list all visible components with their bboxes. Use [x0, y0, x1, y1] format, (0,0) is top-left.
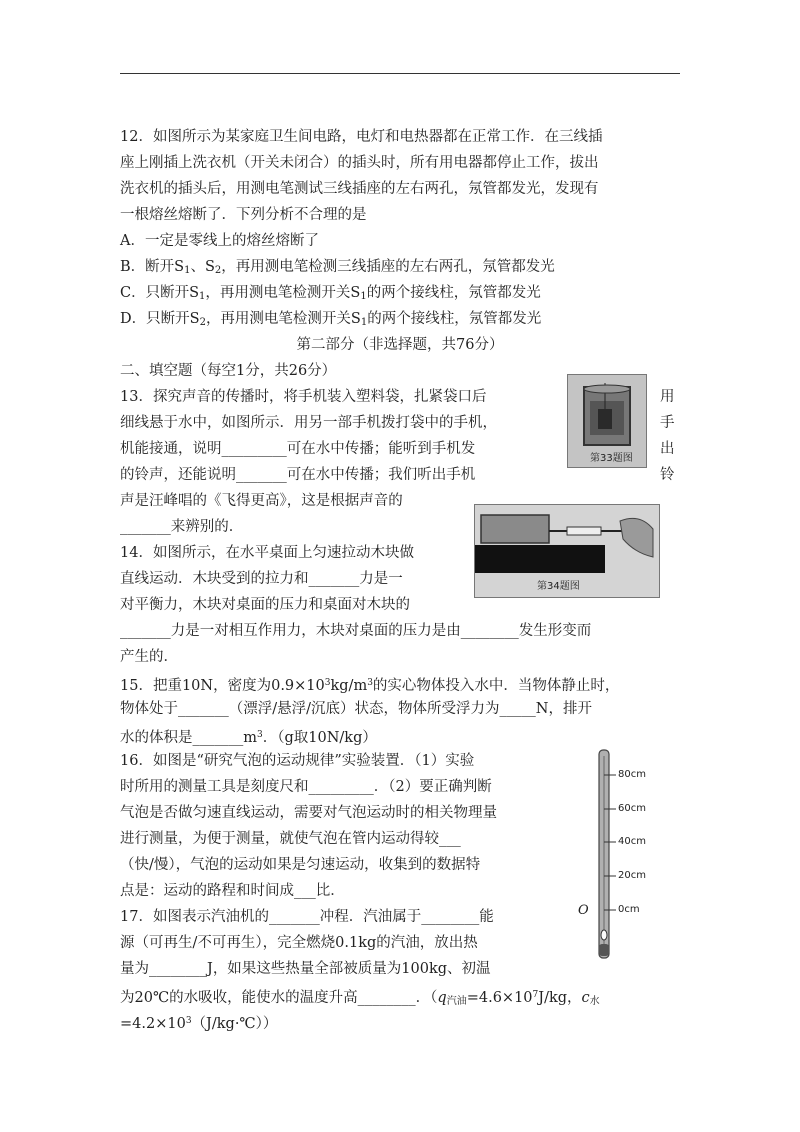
q13-wrap-char-2: 手: [660, 415, 675, 431]
q12-option-d: D．只断开$S_2$，再用测电笔检测开关$S_1$的两个接线柱，氖管都发光: [120, 311, 542, 328]
scale-label-20cm: 20cm: [618, 870, 646, 881]
q16-origin-label: O: [578, 903, 589, 918]
q15-line-2: 物体处于_______（漂浮/悬浮/沉底）状态，物体所受浮力为_____N，排开: [120, 701, 592, 717]
q17-line-2: 源（可再生/不可再生），完全燃烧0.1kg的汽油，放出热: [120, 935, 478, 951]
q12-line-2: 座上刚插上洗衣机（开关未闭合）的插头时，所有用电器都停止工作，拔出: [120, 155, 599, 171]
q12-option-b: B．断开$S_1$、$S_2$，再用测电笔检测三线插座的左右两孔，氖管都发光: [120, 259, 555, 276]
q13-line-4: 的铃声，还能说明_______可在水中传播；我们听出手机: [120, 467, 476, 483]
q13-line-3: 机能接通，说明_________可在水中传播；能听到手机发: [120, 441, 476, 457]
scale-label-60cm: 60cm: [618, 803, 646, 814]
q13-figure-caption: 第33题图: [590, 453, 633, 464]
q12-line-1: 12．如图所示为某家庭卫生间电路，电灯和电热器都在正常工作．在三线插: [120, 129, 603, 145]
q15-line-3: 水的体积是$\_\_\_\_\_\_\_m^3$．（g取10N/kg）: [120, 730, 377, 746]
q12-line-4: 一根熔丝熔断了．下列分析不合理的是: [120, 207, 367, 223]
scale-label-40cm: 40cm: [618, 836, 646, 847]
q16-line-6: 点是：运动的路程和时间成___比．: [120, 883, 345, 899]
q14-line-4: _______力是一对相互作用力，木块对桌面的压力是由________发生形变而: [120, 623, 592, 639]
q13-line-2: 细线悬于水中，如图所示．用另一部手机拨打袋中的手机，: [120, 415, 497, 431]
q16-bubble-tube-figure: [596, 744, 666, 964]
q13-line-5: 声是汪峰唱的《飞得更高》，这是根据声音的: [120, 493, 403, 509]
q16-line-3: 气泡是否做匀速直线运动，需要对气泡运动时的相关物理量: [120, 805, 497, 821]
q14-line-2: 直线运动．木块受到的拉力和_______力是一: [120, 571, 403, 587]
q16-line-5: （快/慢），气泡的运动如果是匀速运动，收集到的数据特: [120, 857, 481, 873]
q16-line-1: 16．如图是“研究气泡的运动规律”实验装置．（1）实验: [120, 753, 475, 769]
q12-option-c: C．只断开$S_1$，再用测电笔检测开关$S_1$的两个接线柱，氖管都发光: [120, 285, 541, 302]
q16-line-2: 时所用的测量工具是刻度尺和_________．（2）要正确判断: [120, 779, 492, 795]
q13-line-6: _______来辨别的．: [120, 519, 244, 535]
q17-line-1: 17．如图表示汽油机的_______冲程．汽油属于________能: [120, 909, 494, 925]
header-rule: [120, 73, 680, 74]
q14-line-3: 对平衡力，木块对桌面的压力和桌面对木块的: [120, 597, 410, 613]
q13-line-1: 13．探究声音的传播时，将手机装入塑料袋，扎紧袋口后: [120, 389, 487, 405]
q13-wrap-char-4: 铃: [660, 467, 675, 483]
q15-line-1: 15．把重10N，密度为$0.9\times 10^3kg/m^3$的实心物体投入水中．当物体静止时，: [120, 678, 620, 694]
q14-line-1: 14．如图所示，在水平桌面上匀速拉动木块做: [120, 545, 414, 561]
q12-line-3: 洗衣机的插头后，用测电笔测试三线插座的左右两孔，氖管都发光，发现有: [120, 181, 599, 197]
scale-label-80cm: 80cm: [618, 769, 646, 780]
q12-option-a: A．一定是零线上的熔丝熔断了: [120, 233, 319, 249]
q14-pulling-block-figure: [474, 504, 660, 598]
q13-wrap-char-1: 用: [660, 389, 675, 405]
q14-line-5: 产生的．: [120, 649, 178, 665]
q13-wrap-char-3: 出: [660, 441, 675, 457]
section-header: 二、填空题（每空1分，共26分）: [120, 363, 337, 379]
q13-phone-in-water-figure: [567, 374, 647, 468]
q16-line-4: 进行测量，为便于测量，就使气泡在管内运动得较___: [120, 831, 461, 847]
scale-label-0cm: 0cm: [618, 904, 640, 915]
q14-figure-caption: 第34题图: [537, 581, 580, 592]
q17-line-4: 为20℃的水吸收，能使水的温度升高________．（$q_{汽油}=4.6\times 10^7J/kg$，$c_水$: [120, 990, 600, 1007]
q17-line-5: $=4.2\times 10^3(J/kg\cdot℃)$）: [120, 1016, 278, 1032]
q17-line-3: 量为________J，如果这些热量全部被质量为100kg、初温: [120, 961, 491, 977]
part-two-title: 第二部分（非选择题，共76分）: [296, 337, 504, 353]
